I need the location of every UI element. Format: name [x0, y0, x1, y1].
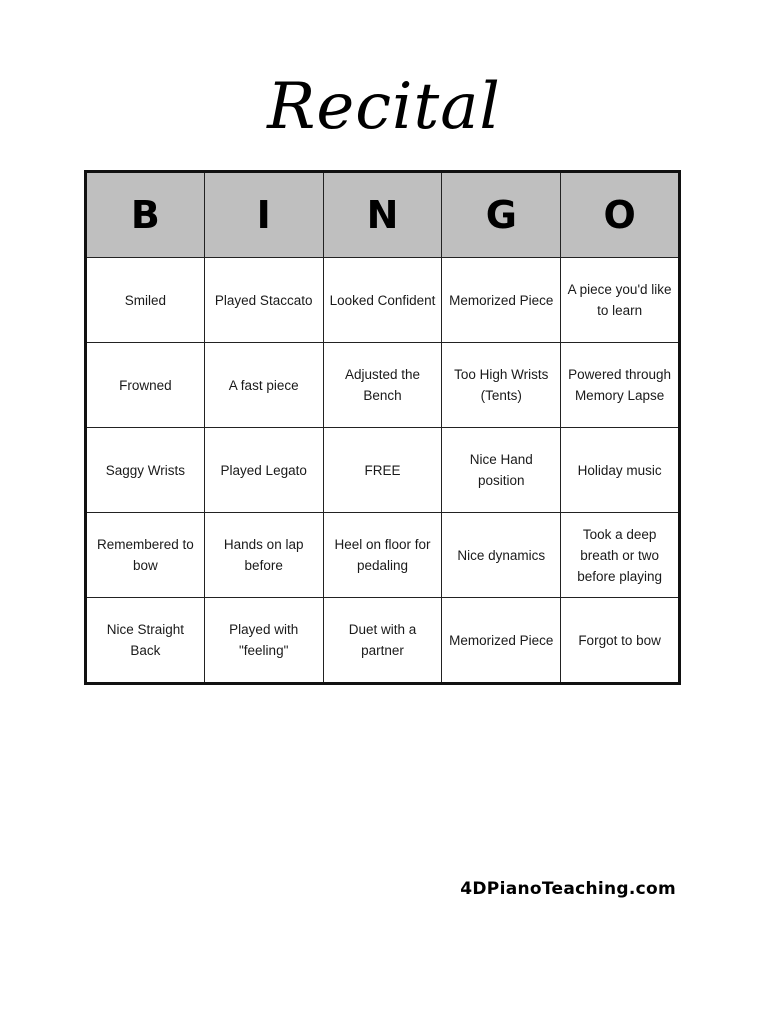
page-title: Recital	[267, 70, 501, 144]
header-letter-b: B	[86, 172, 205, 258]
board-row	[86, 343, 680, 428]
board-cell: A fast piece	[204, 343, 323, 428]
board-cell: Adjusted the Bench	[323, 343, 442, 428]
board-cell: Frowned	[86, 343, 205, 428]
board-cell: Duet with a partner	[323, 598, 442, 684]
board-row	[86, 513, 680, 598]
board-cell: Took a deep breath or two before playing	[561, 513, 680, 598]
board-cell: Memorized Piece	[442, 598, 561, 684]
board-cell: Smiled	[86, 258, 205, 343]
board-cell: Powered through Memory Lapse	[561, 343, 680, 428]
header-letter-o: O	[561, 172, 680, 258]
footer-website: 4DPianoTeaching.com	[460, 879, 676, 899]
header-letter-g: G	[442, 172, 561, 258]
board-row	[86, 258, 680, 343]
board-cell: Saggy Wrists	[86, 428, 205, 513]
board-cell: Played Legato	[204, 428, 323, 513]
board-row	[86, 428, 680, 513]
board-cell: Too High Wrists (Tents)	[442, 343, 561, 428]
board-cell: Played with "feeling"	[204, 598, 323, 684]
board-cell: Nice dynamics	[442, 513, 561, 598]
board-cell: Holiday music	[561, 428, 680, 513]
board-cell: Hands on lap before	[204, 513, 323, 598]
board-cell: Nice Hand position	[442, 428, 561, 513]
header-row	[86, 172, 680, 258]
free-space-cell: FREE	[323, 428, 442, 513]
board-cell: Nice Straight Back	[86, 598, 205, 684]
board-cell: Heel on floor for pedaling	[323, 513, 442, 598]
header-letter-n: N	[323, 172, 442, 258]
board-cell: Looked Confident	[323, 258, 442, 343]
board-cell: Memorized Piece	[442, 258, 561, 343]
board-cell: Played Staccato	[204, 258, 323, 343]
board-cell: A piece you'd like to learn	[561, 258, 680, 343]
bingo-board	[84, 170, 681, 685]
board-row	[86, 598, 680, 684]
header-letter-i: I	[204, 172, 323, 258]
board-cell: Remembered to bow	[86, 513, 205, 598]
board-cell: Forgot to bow	[561, 598, 680, 684]
